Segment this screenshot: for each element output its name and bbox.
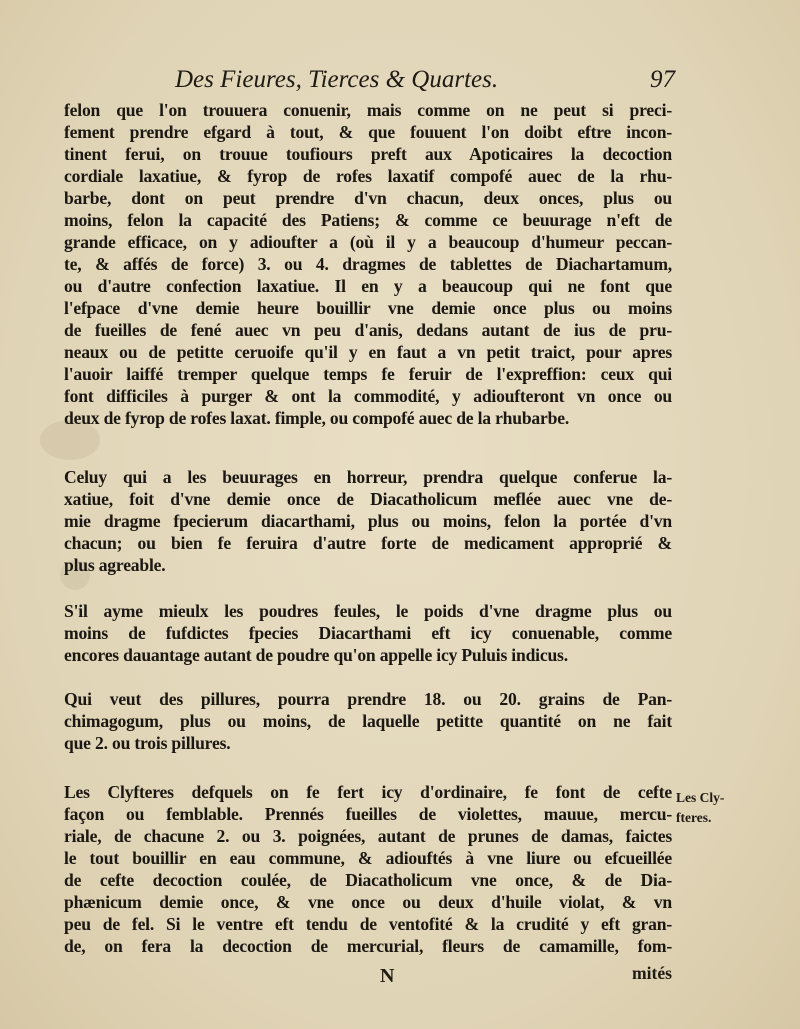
signature-mark: N <box>380 965 395 987</box>
paragraph-3 <box>64 600 672 666</box>
text-line: encores dauantage autant de poudre qu'on appelle icy Puluis indicus. <box>64 645 568 665</box>
text-line: de fueilles de fené auec vn peu d'anis, dedans autant de ius de pru- <box>64 320 672 340</box>
text-line: le tout bouillir en eau commune, & adiouftés à vne liure ou efcueillée <box>64 848 672 868</box>
text-line: felon que l'on trouuera conuenir, mais comme on ne peut si preci- <box>64 100 672 120</box>
text-line: fement prendre efgard à tout, & que fouuent l'on doibt eftre incon- <box>64 122 672 142</box>
text-line: tinent ferui, on trouue toufiours preft aux Apoticaires la decoction <box>64 144 672 164</box>
text-line: S'il ayme mieulx les poudres feules, le poids d'vne dragme plus ou <box>64 601 672 621</box>
text-line: neaux ou de petitte ceruoife qu'il y en faut a vn petit traict, pour apres <box>64 342 672 362</box>
text-line: xatiue, foit d'vne demie once de Diacatholicum meflée auec vne de- <box>64 489 672 509</box>
paragraph-2 <box>64 466 672 576</box>
page-number: 97 <box>650 66 675 93</box>
text-line: chacun; ou bien fe feruira d'autre forte de medicament approprié & <box>64 533 672 553</box>
page-header <box>175 66 675 100</box>
text-line: de, on fera la decoction de mercurial, fleurs de camamille, fom- <box>64 936 672 956</box>
text-line: font difficiles à purger & ont la commodité, y adioufteront vn once ou <box>64 386 672 406</box>
catchword: mités <box>631 963 672 983</box>
paragraph-5 <box>64 781 672 957</box>
paragraph-4 <box>64 688 672 754</box>
running-title: Des Fieures, Tierces & Quartes. <box>175 66 499 93</box>
text-line: Celuy qui a les beuurages en horreur, prendra quelque conferue la- <box>64 467 672 487</box>
text-line: cordiale laxatiue, & fyrop de rofes laxatif compofé auec de la rhu- <box>64 166 672 186</box>
text-line: grande efficace, on y adioufter a (où il y a beaucoup d'humeur peccan- <box>64 232 672 252</box>
text-line: Les Clyfteres defquels on fe fert icy d'ordinaire, fe font de cefte <box>64 782 672 802</box>
text-line: de cefte decoction coulée, de Diacatholicum vne once, & de Dia- <box>64 870 672 890</box>
text-line: moins de fufdictes fpecies Diacarthami eft icy conuenable, comme <box>64 623 672 643</box>
text-line: phænicum demie once, & vne once ou deux d'huile violat, & vn <box>64 892 672 912</box>
text-line: plus agreable. <box>64 555 166 575</box>
text-line: peu de fel. Si le ventre eft tendu de ventofité & la crudité y eft gran- <box>64 914 672 934</box>
text-line: te, & affés de force) 3. ou 4. dragmes de tablettes de Diachartamum, <box>64 254 672 274</box>
text-line: Qui veut des pillures, pourra prendre 18. ou 20. grains de Pan- <box>64 689 672 709</box>
margin-note <box>676 788 796 828</box>
text-line: mie dragme fpecierum diacarthami, plus ou moins, felon la portée d'vn <box>64 511 672 531</box>
text-line: riale, de chacune 2. ou 3. poignées, autant de prunes de damas, faictes <box>64 826 672 846</box>
text-line: façon ou femblable. Prennés fueilles de violettes, mauue, mercu- <box>64 804 672 824</box>
margin-note-line: Les Cly- <box>676 790 725 805</box>
text-line: ou d'autre confection laxatiue. Il en y a beaucoup qui ne font que <box>64 276 672 296</box>
text-line: l'auoir laiffé tremper quelque temps fe feruir de l'expreffion: ceux qui <box>64 364 672 384</box>
paragraph-1 <box>64 99 672 429</box>
text-line: moins, felon la capacité des Patiens; & comme ce beuurage n'eft de <box>64 210 672 230</box>
margin-note-line: fteres. <box>676 810 712 825</box>
text-line: que 2. ou trois pillures. <box>64 733 231 753</box>
text-line: l'efpace d'vne demie heure bouillir vne demie once plus ou moins <box>64 298 672 318</box>
text-line: chimagogum, plus ou moins, de laquelle petitte quantité on ne fait <box>64 711 672 731</box>
text-line: barbe, dont on peut prendre d'vn chacun, deux onces, plus ou <box>64 188 672 208</box>
text-line: deux de fyrop de rofes laxat. fimple, ou compofé auec de la rhubarbe. <box>64 408 570 428</box>
